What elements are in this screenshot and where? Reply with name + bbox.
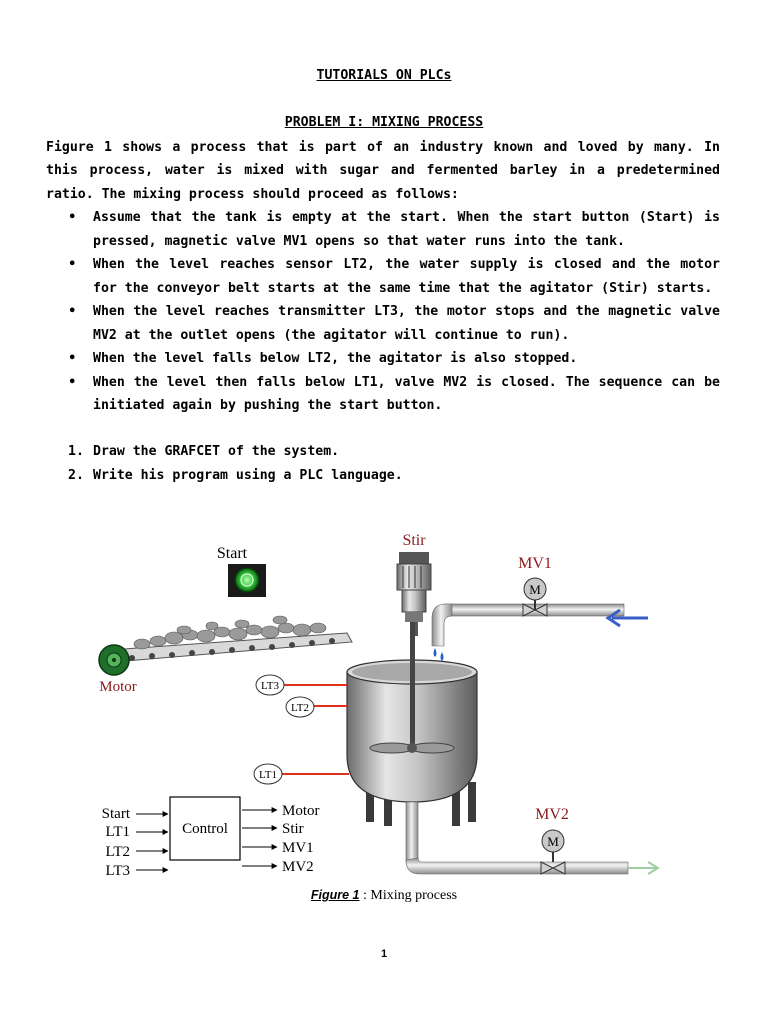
control-input: Start [101,806,130,822]
control-output: Stir [282,821,304,837]
list-item: • When the level reaches sensor LT2, the water supply is closed and the motor for the conveyor belt starts at the same time that the agitator (Stir) starts. [46,253,720,300]
page-number: 1 [380,948,388,960]
control-label: Control [182,821,228,837]
mv2-label: MV2 [535,806,569,823]
task-list [46,440,720,488]
stir-label: Stir [402,532,426,549]
intro-paragraph: Figure 1 shows a process that is part of an industry known and loved by many. In this process, water is mixed with sugar and fermented barley in a predetermined ratio. The mixing process should proceed as follows: [46,140,720,202]
mv1-valve-icon [523,578,547,616]
list-item: • Assume that the tank is empty at the start. When the start button (Start) is pressed, magnetic valve MV1 opens so that water runs into the tank. [46,206,720,253]
svg-text:LT2: LT2 [291,702,309,714]
document-title: TUTORIALS ON PLCs [316,68,452,83]
list-item: • When the level reaches transmitter LT3, the motor stops and the magnetic valve MV2 at the outlet opens (the agitator will continue to run). [46,300,720,347]
svg-text:LT1: LT1 [259,769,277,781]
mv1-label: MV1 [518,555,552,572]
figure-caption: Figure 1 : Mixing process [310,888,458,903]
mixing-process-figure [92,520,662,892]
outlet-pipe [406,802,628,874]
outflow-arrow-icon [628,862,658,874]
control-input: LT3 [105,863,130,879]
lt3-sensor [256,675,347,695]
control-output: MV1 [282,840,314,856]
svg-text:M: M [529,582,541,597]
task-item: 1. Draw the GRAFCET of the system. [68,444,340,459]
start-button-icon [228,564,266,597]
svg-text:LT3: LT3 [261,680,279,692]
list-item: • When the level falls below LT2, the agitator is also stopped. [46,347,720,371]
control-output: MV2 [282,859,314,875]
conveyor-belt [110,616,352,662]
process-steps-list [46,206,720,418]
control-block [102,797,320,879]
list-item: • When the level then falls below LT1, valve MV2 is closed. The sequence can be initiated again by pushing the start button. [46,371,720,418]
control-output: Motor [282,803,320,819]
control-input: LT2 [105,844,130,860]
motor-icon [99,645,129,675]
start-label: Start [216,545,248,562]
mixing-tank [347,622,477,826]
svg-text:M: M [547,834,559,849]
task-item: 2. Write his program using a PLC language. [68,468,403,483]
motor-label: Motor [99,679,137,695]
problem-heading: PROBLEM I: MIXING PROCESS [284,115,484,130]
inflow-arrow-icon [608,610,648,626]
lt1-sensor [254,764,349,784]
lt2-sensor [286,697,347,717]
control-input: LT1 [105,824,130,840]
